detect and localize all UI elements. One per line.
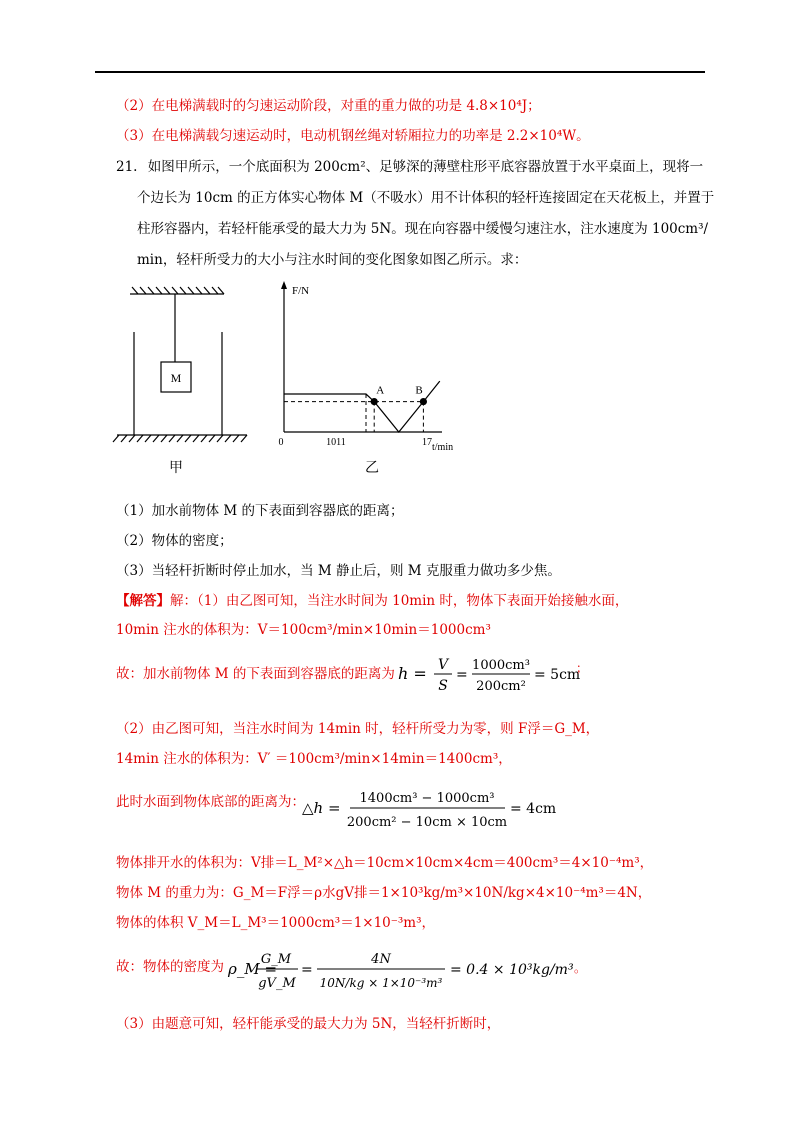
sub-question-2: （2）物体的密度； [116,533,233,549]
question-text-3: 柱形容器内，若轻杆能承受的最大力为 5N。现在向容器中缓慢匀速注水，注水速度为 100cm³/ [137,221,709,237]
question-number: 21. [116,159,138,175]
answer-line-11: （3）由题意可知，轻杆能承受的最大力为 5N，当轻杆折断时， [116,1016,501,1032]
y-axis-arrow [281,281,287,289]
sub-question-3: （3）当轻杆折断时停止加水，当 M 静止后，则 M 克服重力做功多少焦。 [116,563,561,579]
question-text-4: min，轻杆所受力的大小与注水时间的变化图象如图乙所示。求： [137,252,528,268]
formula-h-result: = 5cm [534,667,581,683]
formula-h-end: ； [576,661,589,675]
formula-h-num: V [437,657,449,673]
formula-delta-h-num: 1400cm³ − 1000cm³ [359,791,495,806]
formula-density-lhs: ρ_M = [228,960,278,978]
y-axis-label: F/N [292,285,310,297]
svg-text:=: = [301,962,313,978]
formula-delta-h-result: = 4cm [510,801,557,817]
answer-line-2: 10min 注水的体积为：V＝100cm³/min×10min＝1000cm³ [116,622,491,638]
answer-line-6: 此时水面到物体底部的距离为： [116,794,305,810]
answer-line-5: 14min 注水的体积为：V′ ＝100cm³/min×14min＝1400cm³， [116,751,512,767]
question-text-2: 个边长为 10cm 的正方体实心物体 M（不吸水）用不计体积的轻杆连接固定在天花板上，并置于 [137,190,715,206]
formula-h-den: S [438,678,448,694]
sub-question-1: （1）加水前物体 M 的下表面到容器底的距离； [116,503,404,519]
point-a-label: A [376,384,385,397]
figure-jia [112,282,252,482]
formula-h-num2: 1000cm³ [472,658,530,673]
answer-tag: 【解答】 [116,593,170,609]
formula-h-den2: 200cm² [476,679,526,694]
figure-yi-caption: 乙 [365,460,379,476]
answer-line-8: 物体 M 的重力为：G_M＝F浮＝ρ水gV排＝1×10³kg/m³×10N/kg×4×10⁻⁴m³＝4N， [116,885,652,901]
answer-line-3: 故：加水前物体 M 的下表面到容器底的距离为 [116,666,395,682]
prev-answer-line-2: （2）在电梯满载时的匀速运动阶段，对重的重力做的功是 4.8×10⁴J； [116,98,541,114]
formula-density-num2: 4N [371,952,391,967]
answer-line-10: 故：物体的密度为 [116,959,224,975]
question-first-line [116,157,703,177]
x-tick-label-17: 17 [422,437,432,448]
block-m-label: M [170,371,182,385]
origin-label: 0 [278,437,284,448]
question-text-1: 如图甲所示，一个底面积为 200cm²、足够深的薄壁柱形平底容器放置于水平桌面上，现将一 [147,159,704,175]
answer-intro: 解：（1）由乙图可知，当注水时间为 10min 时，物体下表面开始接触水面， [170,593,629,609]
figure-yi-chart [272,278,472,483]
point-b-dot [420,398,427,405]
svg-text:=: = [456,667,468,683]
formula-density-den1: gV_M [258,976,296,991]
prev-answer-line-3: （3）在电梯满载匀速运动时，电动机钢丝绳对轿厢拉力的功率是 2.2×10⁴W。 [116,128,590,144]
formula-density-end: 。 [574,961,587,975]
formula-delta-h [300,785,590,837]
formula-delta-h-lhs: △h = [302,799,341,817]
answer-line-9: 物体的体积 V_M＝L_M³＝1000cm³＝1×10⁻³m³， [116,915,436,931]
formula-h-lhs: h = [398,664,427,683]
formula-density-result: = 0.4 × 10³kg/m³ [450,962,574,978]
formula-density [226,946,606,998]
formula-h [396,652,589,700]
header-rule [95,71,705,73]
answer-line-4: （2）由乙图可知，当注水时间为 14min 时，轻杆所受力为零，则 F浮＝G_M， [116,721,600,737]
formula-density-den2: 10N/kg × 1×10⁻³m³ [319,976,443,990]
formula-delta-h-den: 200cm² − 10cm × 10cm [346,815,508,830]
answer-line-7: 物体排开水的体积为：V排＝L_M²×△h＝10cm×10cm×4cm＝400cm³＝4×10⁻⁴m³， [116,855,654,871]
point-a-dot [371,398,378,405]
figure-jia-caption: 甲 [169,460,183,476]
answer-intro-line [116,591,628,611]
point-b-label: B [415,384,423,397]
formula-density-num1: G_M [260,952,292,967]
x-axis-label: t/min [432,442,454,453]
x-tick-label-10-11: 1011 [326,437,346,448]
